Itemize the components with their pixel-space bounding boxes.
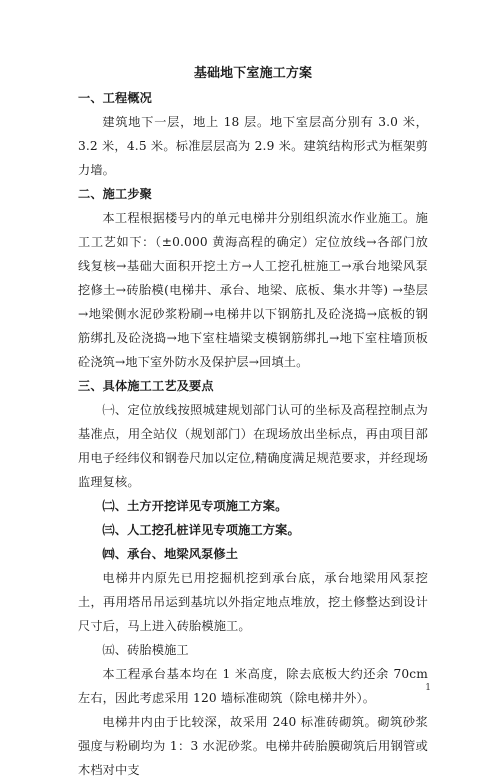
item-cap-beam: ㈣、承台、地梁风泵修土	[102, 547, 239, 561]
document-body	[78, 62, 428, 782]
paragraph-cap-beam: 电梯井内原先已用挖掘机挖到承台底，承台地梁用风泵挖土，再用塔吊吊运到基坑以外指定地点堆放，挖土修整达到设计尺寸后，马上进入砖胎模施工。	[78, 571, 428, 633]
paragraph-overview: 建筑地下一层，地上 18 层。地下室层高分别有 3.0 米，3.2 米，4.5 米。标准层层高为 2.9 米。建筑结构形式为框架剪力墙。	[78, 115, 428, 177]
item-brick-mould: ㈤、砖胎模施工	[102, 643, 189, 657]
page-number: 1	[425, 683, 431, 693]
item-earthwork: ㈡、土方开挖详见专项施工方案。	[102, 499, 288, 513]
section-heading-overview: 一、工程概况	[78, 91, 153, 105]
paragraph-steps: 本工程根据楼号内的单元电梯井分别组织流水作业施工。施工工艺如下：（±0.000 黄海高程的确定）定位放线→各部门放线复核→基础大面积开挖土方→人工挖孔桩施工→承台地梁风泵挖修土→砖胎模(电梯井、承台、地梁、底板、集水井等) →垫层→地梁侧水泥砂浆粉刷→电梯井以下钢筋扎及砼浇捣→底板的钢筋绑扎及砼浇捣→地下室柱墙梁支模钢筋绑扎→地下室柱墙顶板砼浇筑→地下室外防水及保护层→回填土。	[78, 211, 428, 369]
paragraph-brick-mould-1: 本工程承台基本均在 1 米高度，除去底板大约还余 70cm左右，因此考虑采用 120 墙标准砌筑（除电梯井外）。	[78, 667, 428, 705]
section-heading-steps: 二、施工步聚	[78, 187, 153, 201]
paragraph-positioning: ㈠、定位放线按照城建规划部门认可的坐标及高程控制点为基准点，用全站仪（规划部门）在现场放出坐标点，再由项目部用电子经纬仪和钢卷尺加以定位,精确度满足规范要求，并经现场监理复核。	[78, 403, 428, 489]
item-pile: ㈢、人工挖孔桩详见专项施工方案。	[102, 523, 300, 537]
section-heading-process: 三、具体施工工艺及要点	[78, 379, 214, 393]
paragraph-brick-mould-2: 电梯井内由于比较深，故采用 240 标准砖砌筑。砌筑砂浆强度与粉刷均为 1：3 水泥砂浆。电梯井砖胎膜砌筑后用钢管或木档对中支	[78, 715, 428, 777]
document-title: 基础地下室施工方案	[193, 66, 313, 81]
